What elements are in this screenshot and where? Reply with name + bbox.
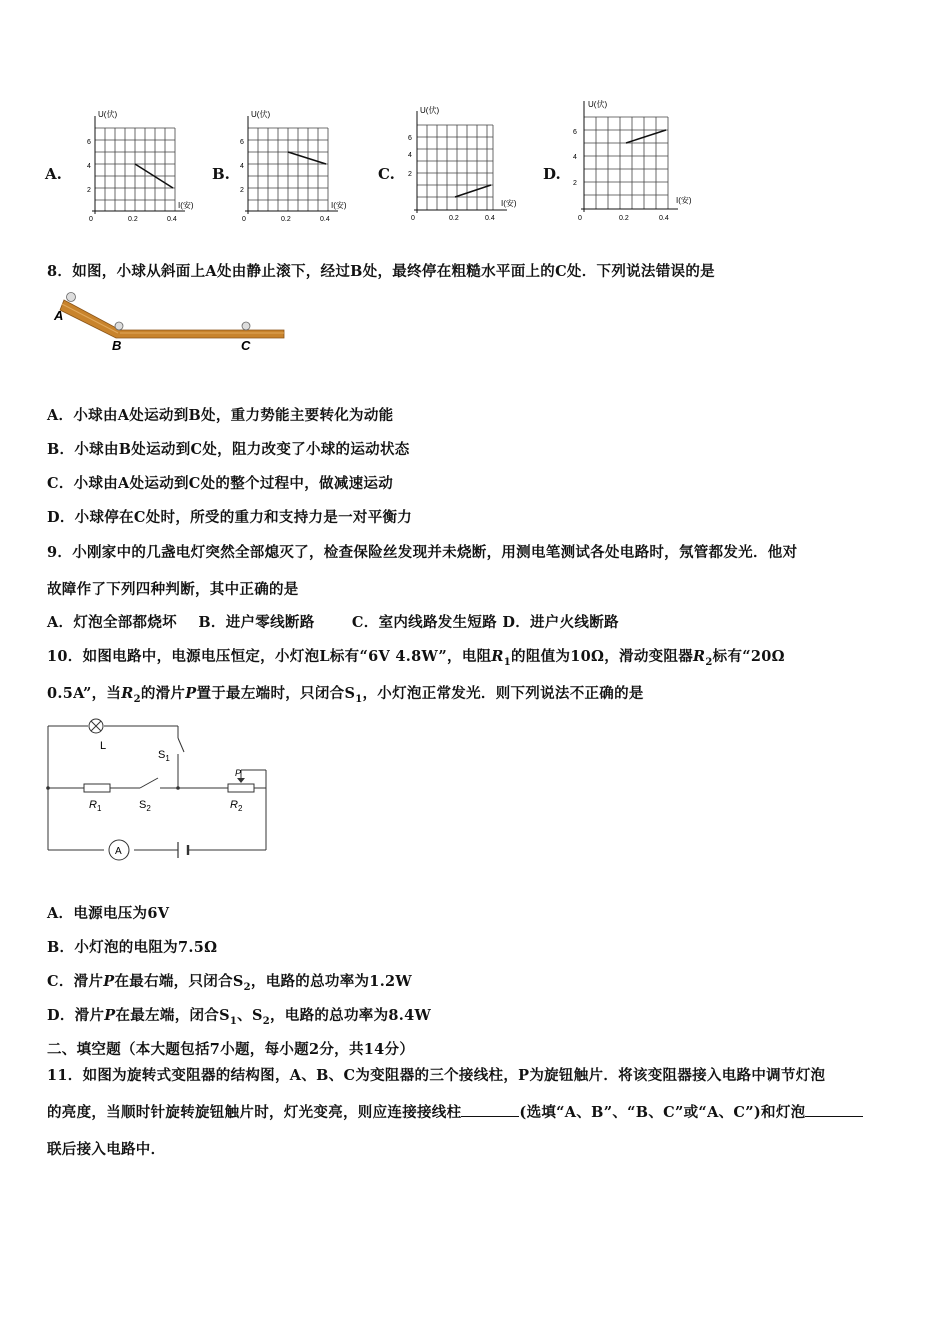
p-symbol: P	[103, 973, 115, 990]
q8-option-c: C．小球由A处运动到C处的整个过程中，做减速运动	[47, 475, 394, 492]
q10-stem-line1	[47, 645, 785, 668]
answer-blank-2[interactable]	[805, 1104, 863, 1117]
ball-b	[115, 322, 123, 330]
r-letter: R	[89, 799, 97, 811]
point-c-label: C	[241, 338, 251, 352]
q11-stem-line3: 联后接入电路中．	[47, 1141, 166, 1158]
resistor-r1	[84, 784, 110, 792]
point-a-label: A	[54, 308, 64, 323]
tick: 0.4	[167, 216, 177, 223]
tick: 0.2	[281, 216, 291, 223]
q11-stem-line1: 11．如图为旋转式变阻器的结构图，A、B、C为变阻器的三个接线柱，P为旋钮触片．将该变阻器接入电路中调节灯泡	[47, 1067, 826, 1084]
p-symbol: P	[104, 1007, 116, 1024]
section-heading: 二、填空题（本大题包括7小题，每小题2分，共14分）	[47, 1041, 415, 1058]
tick: 0.4	[485, 215, 495, 222]
slider-p	[237, 778, 245, 783]
tick: 4	[87, 163, 91, 170]
tick: 0	[578, 215, 582, 222]
tick: 0.4	[320, 216, 330, 223]
q8-stem: 8．如图，小球从斜面上A处由静止滚下，经过B处，最终停在粗糙水平面上的C处．下列说法错误的是	[47, 263, 715, 280]
p-symbol: P	[185, 685, 197, 702]
q7-graph-a-ylabel: U(伏)	[98, 110, 118, 119]
sub: 2	[133, 693, 141, 705]
q7-graph-c-line	[455, 185, 491, 197]
q7-graph-c-xlabel: I(安)	[501, 199, 517, 208]
q7-option-c-label: C.	[378, 165, 395, 183]
q10-text: ，电路的总功率为8.4W	[269, 1007, 432, 1024]
q7-graph-b-line	[288, 152, 326, 164]
q7-option-b-label: B.	[212, 165, 230, 183]
label-s1	[158, 749, 170, 763]
sub: 2	[146, 804, 151, 813]
r1-symbol: R	[491, 648, 504, 665]
q8-ramp-figure	[50, 290, 290, 352]
tick: 6	[240, 139, 244, 146]
q10-text: 10．如图电路中，电源电压恒定，小灯泡L标有“6V 4.8W”，电阻	[47, 648, 492, 665]
tick: 0	[89, 216, 93, 223]
q10-stem-line2	[47, 682, 644, 705]
q10-text: 在最左端，闭合S	[115, 1007, 230, 1024]
tick: 4	[573, 154, 577, 161]
tick: 4	[408, 152, 412, 159]
tick: 0.2	[619, 215, 629, 222]
r2-symbol: R	[121, 685, 134, 702]
sub: 1	[229, 1015, 238, 1027]
q10-text: 在最右端，只闭合S	[114, 973, 244, 990]
tick: 2	[87, 187, 91, 194]
q7-graph-b	[238, 108, 358, 226]
q10-text: 0.5A”，当	[47, 685, 122, 702]
q9-stem-line1: 9．小刚家中的几盏电灯突然全部熄灭了，检查保险丝发现并未烧断，用测电笔测试各处电路时，氖管都发光．他对	[47, 544, 798, 561]
sub: 1	[355, 693, 363, 705]
sub: 2	[262, 1015, 270, 1027]
sub: 1	[165, 754, 170, 763]
q7-graph-d	[566, 97, 706, 225]
tick: 4	[240, 163, 244, 170]
tick: 2	[240, 187, 244, 194]
sub: 2	[705, 656, 713, 668]
q10-option-c	[47, 970, 412, 993]
tick: 6	[87, 139, 91, 146]
r2-symbol: R	[693, 648, 706, 665]
sub: 1	[503, 656, 512, 668]
q10-text: ，电路的总功率为1.2W	[250, 973, 413, 990]
q7-option-d-label: D.	[543, 165, 561, 183]
q10-text: 的阻值为10Ω，滑动变阻器	[511, 648, 694, 665]
q7-graph-d-ylabel: U(伏)	[588, 100, 608, 109]
sub: 1	[96, 804, 102, 813]
tick: 6	[573, 129, 577, 136]
q7-graph-b-ylabel: U(伏)	[251, 110, 271, 119]
label-l: L	[100, 740, 107, 752]
label-ammeter: A	[115, 846, 122, 857]
label-p: P	[235, 768, 242, 778]
tick: 0.4	[659, 215, 669, 222]
q11-stem-line2	[47, 1101, 863, 1122]
rheostat-r2	[228, 784, 254, 792]
q7-graph-c-ylabel: U(伏)	[420, 106, 440, 115]
q10-circuit-diagram	[40, 718, 280, 864]
q7-option-a-label: A.	[45, 165, 62, 183]
q11-text: (选填“A、B”、“B、C”或“A、C”)和灯泡	[519, 1104, 806, 1121]
q10-text: 置于最左端时，只闭合S	[196, 685, 356, 702]
ball-a	[67, 293, 76, 302]
tick: 0.2	[449, 215, 459, 222]
q7-graph-c	[403, 105, 523, 225]
q11-text: 的亮度，当顺时针旋转旋钮触片时，灯光变亮，则应连接接线柱	[47, 1104, 462, 1121]
label-r1	[89, 799, 102, 813]
label-r2	[230, 799, 243, 813]
q10-option-d	[47, 1004, 431, 1027]
s-letter: S	[158, 749, 166, 761]
sub: 2	[243, 981, 251, 993]
sub: 2	[237, 804, 243, 813]
q10-option-b: B．小灯泡的电阻为7.5Ω	[47, 939, 218, 956]
q8-option-a: A．小球由A处运动到B处，重力势能主要转化为动能	[47, 407, 394, 424]
s-letter: S	[139, 799, 147, 811]
label-s2	[139, 799, 151, 813]
q10-text: 、S	[237, 1007, 263, 1024]
tick: 6	[408, 135, 412, 142]
q8-option-d: D．小球停在C处时，所受的重力和支持力是一对平衡力	[47, 509, 413, 526]
q10-text: ，小灯泡正常发光．则下列说法不正确的是	[362, 685, 644, 702]
q7-graph-a	[85, 108, 205, 226]
q10-text: 的滑片	[140, 685, 186, 702]
q7-graph-a-xlabel: I(安)	[178, 201, 194, 210]
q7-graph-d-xlabel: I(安)	[676, 196, 692, 205]
tick: 0	[411, 215, 415, 222]
tick: 2	[573, 180, 577, 187]
tick: 0.2	[128, 216, 138, 223]
ball-c	[242, 322, 250, 330]
q10-text: C．滑片	[47, 973, 104, 990]
q10-option-a: A．电源电压为6V	[47, 905, 170, 922]
tick: 0	[242, 216, 246, 223]
q7-graph-b-xlabel: I(安)	[331, 201, 347, 210]
tick: 2	[408, 171, 412, 178]
q10-text: 标有“20Ω	[712, 648, 785, 665]
point-b-label: B	[112, 338, 122, 352]
q8-option-b: B．小球由B处运动到C处，阻力改变了小球的运动状态	[47, 441, 410, 458]
q9-stem-line2: 故障作了下列四种判断，其中正确的是	[47, 581, 299, 598]
r-letter: R	[230, 799, 238, 811]
q9-options: A．灯泡全部都烧坏 B．进户零线断路 C．室内线路发生短路 D．进户火线断路	[47, 614, 619, 631]
bulb-l	[89, 719, 103, 733]
q10-text: D．滑片	[47, 1007, 105, 1024]
answer-blank-1[interactable]	[461, 1104, 519, 1117]
